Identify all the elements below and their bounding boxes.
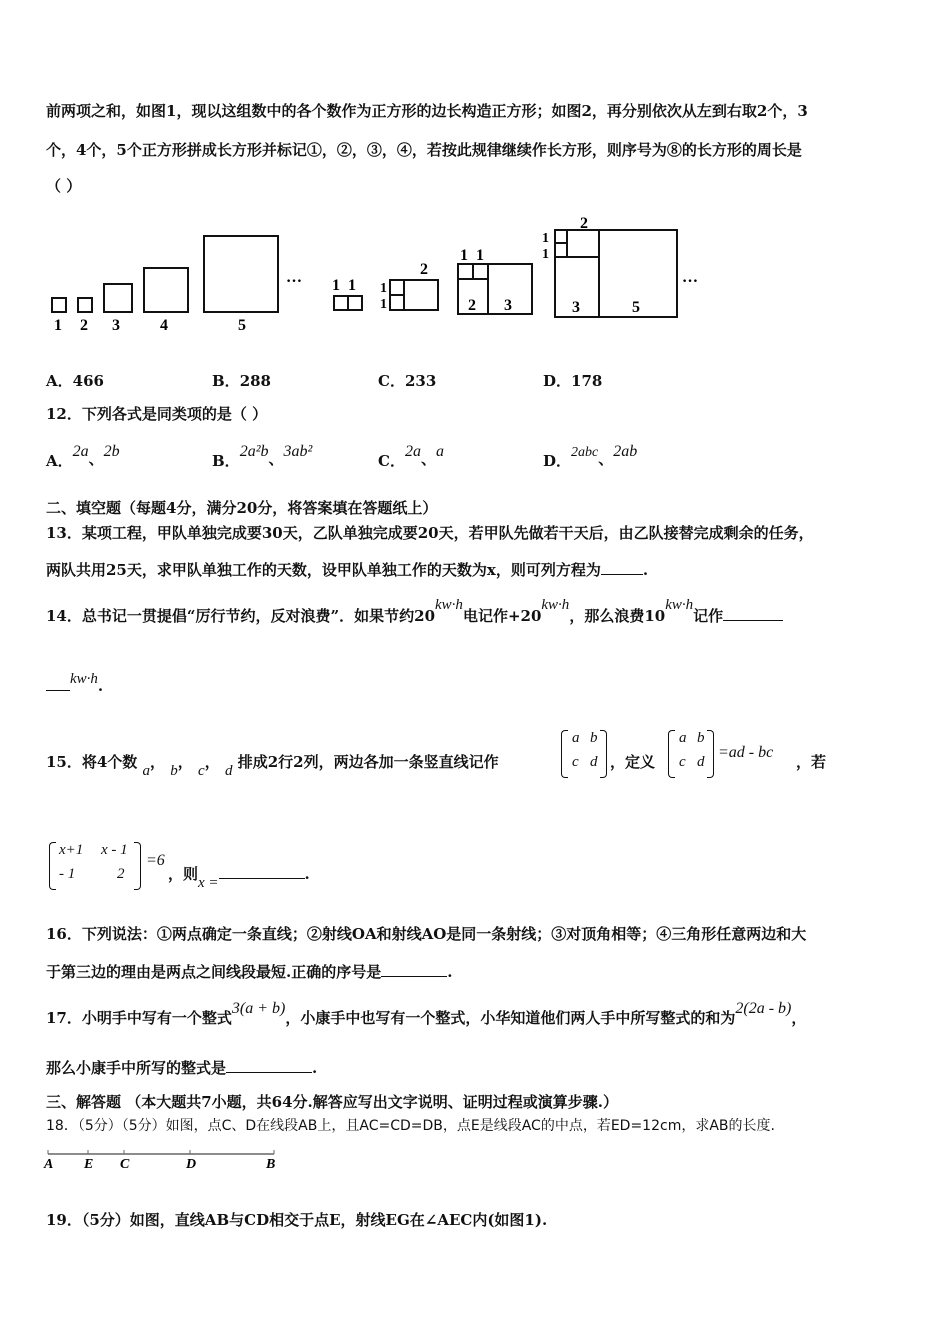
q12-option-a[interactable]: A．2a、2b bbox=[46, 443, 120, 470]
label-4: 4 bbox=[160, 317, 168, 334]
q14-line2: kw·h. bbox=[46, 676, 103, 697]
q15-if: ，若 bbox=[796, 753, 827, 771]
q17-answer-blank[interactable] bbox=[226, 1058, 312, 1073]
point-C: C bbox=[120, 1157, 130, 1172]
svg-text:1: 1 bbox=[348, 277, 356, 294]
q15-definition-formula: =ad - bc bbox=[718, 744, 774, 761]
q15-line1: 15．将4个数 a， b， c， d 排成2行2列，两边各加一条竖直线记作 bbox=[46, 753, 499, 779]
q11-option-b[interactable]: B．288 bbox=[212, 372, 271, 390]
ellipsis-2: … bbox=[682, 269, 698, 286]
ellipsis-1: … bbox=[286, 269, 302, 286]
q11-option-d[interactable]: D．178 bbox=[543, 372, 603, 390]
q12-stem: 12．下列各式是同类项的是（ ） bbox=[46, 405, 268, 423]
q11-line1: 前两项之和，如图1，现以这组数中的各个数作为正方形的边长构造正方形；如图2，再分别依次从左到右取2个，3 bbox=[46, 102, 808, 120]
svg-text:1: 1 bbox=[460, 247, 468, 264]
q15-define: ，定义 bbox=[610, 753, 656, 771]
q13-line2: 两队共用25天，求甲队单独工作的天数，设甲队单独工作的天数为x，则可列方程为 . bbox=[46, 561, 649, 579]
point-A: A bbox=[44, 1157, 54, 1172]
svg-text:1: 1 bbox=[332, 277, 340, 294]
label-5: 5 bbox=[238, 317, 246, 334]
q16-line2: 于第三边的理由是两点之间线段最短.正确的序号是 . bbox=[46, 963, 453, 981]
figure-2-rectangles bbox=[326, 208, 716, 330]
svg-text:1: 1 bbox=[542, 247, 549, 262]
section-3-heading: 三、解答题 （本大题共7小题，共64分.解答应写出文字说明、证明过程或演算步骤.） bbox=[46, 1093, 618, 1111]
label-1: 1 bbox=[54, 317, 62, 334]
svg-text:1: 1 bbox=[542, 231, 549, 246]
q18-line-segment-figure bbox=[40, 1146, 290, 1174]
q15-answer-blank[interactable] bbox=[219, 864, 305, 879]
q16-answer-blank[interactable] bbox=[381, 962, 447, 977]
square-4 bbox=[144, 268, 188, 312]
q17-line1: 17．小明手中写有一个整式3(a + b)，小康手中也写有一个整式，小华知道他们两人手中所写整式的和为2(2a - b)， bbox=[46, 1000, 807, 1027]
q15-equation-value: =6 bbox=[146, 852, 165, 869]
section-2-heading: 二、填空题（每题4分，满分20分，将答案填在答题纸上） bbox=[46, 499, 438, 517]
q17-line2: 那么小康手中所写的整式是 . bbox=[46, 1059, 318, 1077]
q15-matrix-definition: a b c d bbox=[668, 730, 714, 776]
q13-line1: 13．某项工程，甲队单独完成要30天，乙队单独完成要20天，若甲队先做若干天后，由乙队接替完成剩余的任务， bbox=[46, 524, 814, 542]
square-3 bbox=[104, 284, 132, 312]
q16-line1: 16．下列说法：①两点确定一条直线；②射线OA和射线AO是同一条射线；③对顶角相等；④三角形任意两边和大 bbox=[46, 925, 807, 943]
q14-answer-blank[interactable] bbox=[723, 606, 783, 621]
svg-text:3: 3 bbox=[572, 299, 580, 316]
q11-line3: （ ） bbox=[46, 177, 82, 195]
figure-1-squares bbox=[40, 226, 320, 338]
label-3: 3 bbox=[112, 317, 120, 334]
q15-equation-matrix: x+1 x - 1 - 1 2 bbox=[49, 842, 141, 888]
square-2 bbox=[78, 298, 92, 312]
square-5 bbox=[204, 236, 278, 312]
svg-text:2: 2 bbox=[468, 297, 476, 314]
q15-then: ，则x = . bbox=[168, 865, 310, 891]
q18-text: 18．（5分）（5分）如图，点C、D在线段AB上，且AC=CD=DB，点E是线段AC的中点，若ED=12cm，求AB的长度. bbox=[46, 1118, 775, 1134]
point-E: E bbox=[84, 1157, 94, 1172]
label-2: 2 bbox=[80, 317, 88, 334]
q12-option-c[interactable]: C．2a、a bbox=[378, 443, 444, 470]
q14-line1: 14．总书记一贯提倡“厉行节约，反对浪费”．如果节约20kw·h电记作+20kw·h，那么浪费10kw·h记作 bbox=[46, 606, 783, 627]
square-1 bbox=[52, 298, 66, 312]
q12-option-d[interactable]: D．2abc、2ab bbox=[543, 443, 638, 470]
svg-text:5: 5 bbox=[632, 299, 640, 316]
svg-text:1: 1 bbox=[476, 247, 484, 264]
point-D: D bbox=[186, 1157, 197, 1172]
q11-option-c[interactable]: C．233 bbox=[378, 372, 437, 390]
svg-text:2: 2 bbox=[580, 215, 588, 232]
svg-text:2: 2 bbox=[420, 261, 428, 278]
svg-text:3: 3 bbox=[504, 297, 512, 314]
q15-matrix-notation: a b c d bbox=[561, 730, 607, 776]
q11-option-a[interactable]: A．466 bbox=[46, 372, 104, 390]
q13-answer-blank[interactable] bbox=[601, 560, 643, 575]
q11-line2: 个，4个，5个正方形拼成长方形并标记①，②，③，④，若按此规律继续作长方形，则序号为⑧的长方形的周长是 bbox=[46, 141, 802, 159]
point-B: B bbox=[266, 1157, 276, 1172]
q19-text: 19．（5分）如图，直线AB与CD相交于点E，射线EG在∠AEC内(如图1). bbox=[46, 1211, 548, 1229]
q12-option-b[interactable]: B．2a²b、3ab² bbox=[212, 443, 313, 470]
svg-text:1: 1 bbox=[380, 281, 387, 296]
svg-text:1: 1 bbox=[380, 297, 387, 312]
